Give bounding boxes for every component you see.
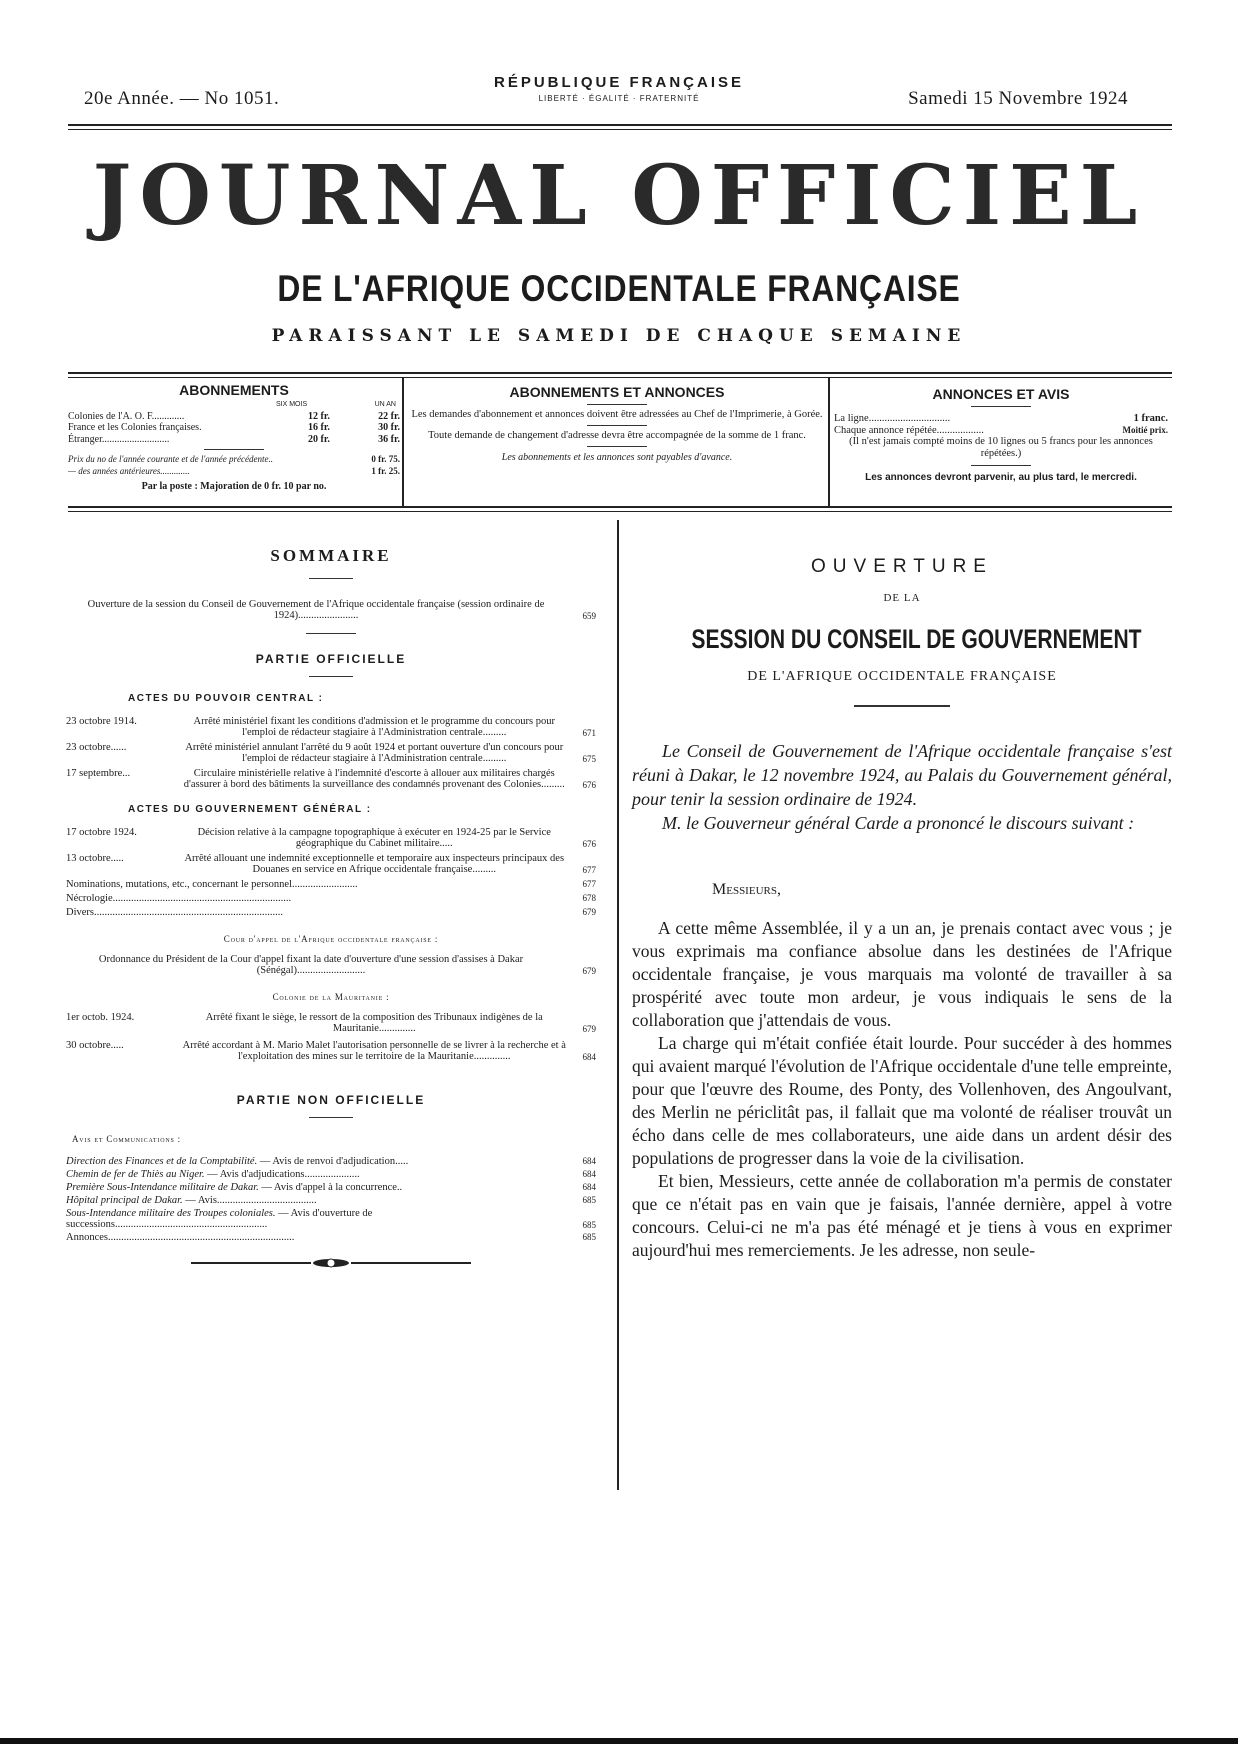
toc-page: 677 xyxy=(582,865,596,875)
header-rule xyxy=(68,124,1172,130)
toc-date: 13 octobre..... xyxy=(66,853,124,864)
rate-six: 12 fr. xyxy=(308,410,330,422)
toc-item[interactable] xyxy=(66,879,596,890)
price-current-label: Prix du no de l'année courante et de l'année précédente.. xyxy=(68,454,274,464)
toc-date: 1er octob. 1924. xyxy=(66,1012,135,1023)
rate-label: Étranger........................... xyxy=(68,433,170,445)
subs-ads-divider xyxy=(587,446,647,447)
toc-divider xyxy=(309,676,353,677)
toc-text: Arrêté ministériel fixant les conditions d'admission et le programme du concours pour l'emploi de rédacteur stagiaire à l'Administration centrale......... xyxy=(193,716,555,738)
toc-text: Arrêté ministériel annulant l'arrêté du 9 août 1924 et portant ouverture d'un concours pour l'emploi de rédacteur stagiaire à l'Administration centrale......... xyxy=(185,742,564,764)
price-previous-label: — des années antérieures............. xyxy=(68,465,190,476)
ornament-divider xyxy=(66,1251,596,1275)
partie-officielle-heading: PARTIE OFFICIELLE xyxy=(255,652,407,666)
issue-prices xyxy=(68,454,400,477)
toc-italic: Direction des Finances et de la Comptabilité. xyxy=(66,1156,258,1167)
subs-ads-title: ABONNEMENTS ET ANNONCES xyxy=(509,384,725,400)
toc-page: 659 xyxy=(582,611,596,621)
toc-text: Arrêté accordant à M. Mario Malet l'autorisation personnelle de se livrer à la recherche et à l'exploitation des mines sur le territoire de la Mauritanie.............. xyxy=(182,1040,566,1062)
article-paragraph: Et bien, Messieurs, cette année de collaboration m'a permis de constater que ce n'était pas en vain que je faisais, l'année dernière, appel à votre concours. Celui-ci ne m'a pas été ménagé et je tiens à vous en exprimer aujourd'hui mes remerciements. Je les adresse, non seule- xyxy=(632,1171,1172,1260)
article-headline: SESSION DU CONSEIL DE GOUVERNEMENT xyxy=(691,624,1142,654)
toc-text: Arrêté fixant le siège, le ressort de la composition des Tribunaux indigènes de la Mauritanie.............. xyxy=(205,1012,543,1034)
toc-item[interactable] xyxy=(66,1208,596,1230)
toc-page: 684 xyxy=(582,1169,596,1179)
rate-year: 22 fr. xyxy=(378,410,400,422)
toc-date: 17 septembre... xyxy=(66,768,131,779)
ads-line-price: 1 franc. xyxy=(1133,413,1168,424)
box-divider xyxy=(828,378,830,506)
ads-rates xyxy=(834,413,1168,459)
edition-number: 20e Année. — No 1051. xyxy=(84,88,280,109)
rate-year: 30 fr. xyxy=(378,422,400,433)
subs-ads-divider xyxy=(587,425,647,426)
box-divider xyxy=(402,378,404,506)
toc-text: Annonces....................................................................... xyxy=(66,1232,295,1243)
ads-box xyxy=(834,386,1168,483)
toc-text: Ouverture de la session du Conseil de Gouvernement de l'Afrique occidentale française (session ordinaire de 1924)....................... xyxy=(87,599,545,621)
price-current: 0 fr. 75. xyxy=(371,454,400,464)
toc-item[interactable] xyxy=(66,1040,596,1062)
article-rule xyxy=(854,705,950,707)
toc-page: 684 xyxy=(582,1156,596,1166)
article-salutation: Messieurs, xyxy=(712,881,781,898)
toc-item[interactable] xyxy=(66,827,596,849)
toc-italic: Hôpital principal de Dakar. xyxy=(66,1195,183,1206)
toc-text: Nécrologie.................................................................... xyxy=(66,893,292,904)
ads-deadline: Les annonces devront parvenir, au plus tard, le mercredi. xyxy=(865,472,1137,483)
toc-page: 685 xyxy=(582,1220,596,1230)
toc-page: 675 xyxy=(582,754,596,764)
article-paragraph: A cette même Assemblée, il y a un an, je prenais contact avec vous ; je vous exprimais ma confiance absolue dans les destinées de l'Afrique occidentale française, je vous marquais ma volonté de travailler à sa prospérité avec toute mon ardeur, je vous indiquais le sens de la collaboration que j'attendais de vous. xyxy=(632,918,1172,1030)
toc-page: 679 xyxy=(582,966,596,976)
cour-appel-heading: Cour d'appel de l'Afrique occidentale française : xyxy=(223,934,439,944)
pouvoir-central-list xyxy=(66,716,596,790)
rate-row xyxy=(68,434,400,446)
article-de-la: DE LA xyxy=(883,592,921,604)
info-box-top-rule xyxy=(68,372,1172,378)
ads-repeat-price: Moitié prix. xyxy=(1122,424,1168,435)
ads-divider xyxy=(971,465,1031,466)
subs-ads-line2: Toute demande de changement d'adresse devra être accompagnée de la somme de 1 franc. xyxy=(428,429,806,441)
toc-item[interactable] xyxy=(66,1169,596,1180)
journal-title: JOURNAL OFFICIEL xyxy=(92,148,1146,244)
toc-date: 23 octobre...... xyxy=(66,742,127,753)
rate-row xyxy=(68,422,400,434)
article-intro2: M. le Gouverneur général Carde a prononcé le discours suivant : xyxy=(662,813,1135,833)
partie-non-officielle-heading: PARTIE NON OFFICIELLE xyxy=(236,1093,426,1107)
avis-heading: Avis et Communications : xyxy=(72,1134,181,1144)
sommaire-title: SOMMAIRE xyxy=(270,546,392,565)
republic-motto: LIBERTÉ · ÉGALITÉ · FRATERNITÉ xyxy=(538,94,700,103)
toc-page: 671 xyxy=(582,728,596,738)
toc-page: 676 xyxy=(582,839,596,849)
article-intro: Le Conseil de Gouvernement de l'Afrique occidentale française s'est réuni à Dakar, le 12 novembre 1924, au Palais du Gouvernement général, pour tenir la session ordinaire de 1924. xyxy=(632,741,1172,809)
toc-page: 678 xyxy=(582,893,596,903)
col-one-year: UN AN xyxy=(374,401,396,408)
toc-page: 685 xyxy=(582,1232,596,1242)
toc-item[interactable] xyxy=(66,1182,596,1193)
ads-line-label: La ligne............................... xyxy=(834,413,951,424)
toc-item[interactable] xyxy=(66,1232,596,1243)
pouvoir-central-heading: ACTES DU POUVOIR CENTRAL : xyxy=(128,693,324,704)
toc-page: 684 xyxy=(582,1052,596,1062)
toc-text: — Avis d'appel à la concurrence.. xyxy=(258,1182,403,1193)
mauritanie-heading: Colonie de la Mauritanie : xyxy=(272,992,390,1002)
toc-text: Circulaire ministérielle relative à l'indemnité d'escorte à allouer aux militaires chargés d'assurer à bord des bâtiments la surveillance des condamnés provenant des Colonies......... xyxy=(183,768,565,790)
subscription-rates xyxy=(68,411,400,446)
ads-repeat-label: Chaque annonce répétée.................. xyxy=(834,424,984,436)
rate-six: 20 fr. xyxy=(308,433,330,445)
toc-page: 679 xyxy=(582,1024,596,1034)
toc-item[interactable] xyxy=(66,893,596,904)
subscriptions-box xyxy=(68,382,400,493)
scan-edge xyxy=(0,1738,1238,1744)
col-six-months: SIX MOIS xyxy=(276,401,308,408)
toc-text: Arrêté allouant une indemnité exceptionnelle et temporaire aux inspecteurs principaux des Douanes en service en Afrique occidentale française......... xyxy=(184,853,565,875)
toc-divider xyxy=(309,1117,353,1118)
gouvernement-general-list xyxy=(66,827,596,918)
toc-page: 676 xyxy=(582,780,596,790)
toc-italic: Sous-Intendance militaire des Troupes coloniales. xyxy=(66,1208,276,1219)
subscriptions-divider xyxy=(204,449,264,450)
toc-divider xyxy=(306,633,356,634)
rate-label: France et les Colonies françaises. xyxy=(68,422,202,433)
toc-item[interactable] xyxy=(66,742,596,764)
price-previous: 1 fr. 25. xyxy=(371,465,400,476)
toc-text: — Avis d'ouverture de successions.......................................................... xyxy=(66,1208,373,1230)
toc-item[interactable] xyxy=(66,768,596,790)
toc-text: Nominations, mutations, etc., concernant le personnel......................... xyxy=(66,879,358,890)
article-subhead: DE L'AFRIQUE OCCIDENTALE FRANÇAISE xyxy=(747,669,1057,684)
toc-italic: Première Sous-Intendance militaire de Dakar. xyxy=(66,1182,259,1193)
mauritanie-list xyxy=(66,1012,596,1062)
toc-item[interactable] xyxy=(66,954,596,976)
ads-title-rule xyxy=(971,406,1031,407)
rate-label: Colonies de l'A. O. F............. xyxy=(68,410,185,422)
toc-text: — Avis...................................... xyxy=(182,1195,317,1206)
column-divider xyxy=(617,520,619,1490)
toc-item[interactable] xyxy=(66,853,596,875)
avis-list xyxy=(66,1156,596,1243)
subs-ads-line1: Les demandes d'abonnement et annonces doivent être adressées au Chef de l'Imprimerie, à Gorée. xyxy=(411,409,823,420)
rate-year: 36 fr. xyxy=(378,433,400,445)
subs-ads-title-rule xyxy=(587,404,647,405)
rate-six: 16 fr. xyxy=(308,422,330,433)
toc-item[interactable] xyxy=(66,1012,596,1034)
toc-page: 684 xyxy=(582,1182,596,1192)
info-box-bottom-rule xyxy=(68,506,1172,512)
toc-date: 30 octobre..... xyxy=(66,1040,124,1051)
issue-date: Samedi 15 Novembre 1924 xyxy=(908,88,1128,109)
article-kicker: OUVERTURE xyxy=(811,556,993,577)
toc-text: — Avis de renvoi d'adjudication..... xyxy=(257,1156,409,1167)
postal-surcharge: Par la poste : Majoration de 0 fr. 10 par no. xyxy=(141,481,327,492)
toc-text: Décision relative à la campagne topographique à exécuter en 1924-25 par le Service géographique du Cabinet militaire..... xyxy=(197,827,551,849)
toc-opening[interactable] xyxy=(66,599,596,621)
toc-italic: Chemin de fer de Thiès au Niger. xyxy=(66,1169,205,1180)
subscriptions-title: ABONNEMENTS xyxy=(179,382,289,398)
journal-subtitle: DE L'AFRIQUE OCCIDENTALE FRANÇAISE xyxy=(277,268,961,309)
toc-text: — Avis d'adjudications..................... xyxy=(204,1169,360,1180)
toc-page: 679 xyxy=(582,907,596,917)
article-paragraph: La charge qui m'était confiée était lourde. Pour succéder à des hommes qui avaient marqué l'évolution de l'Afrique occidentale d'une telle empreinte, pour que l'œuvre des Roume, des Ponty, des Vollenhoven, des Angoulvant, des Merlin ne périclitât pas, il fallait que ma volonté de réaliser trouvât un écho dans celle de mes collaborateurs, une aide dans un ardent désir des populations de progresser dans la voie de la civilisation. xyxy=(632,1033,1172,1168)
toc-text: Divers........................................................................ xyxy=(66,907,283,918)
toc-text: Ordonnance du Président de la Cour d'appel fixant la date d'ouverture d'une session d'assises à Dakar (Sénégal).......................... xyxy=(98,954,524,976)
gouvernement-general-heading: ACTES DU GOUVERNEMENT GÉNÉRAL : xyxy=(128,804,372,815)
toc-item[interactable] xyxy=(66,1156,596,1167)
toc-date: 23 octobre 1914. xyxy=(66,716,137,727)
subscriptions-col-headers xyxy=(68,399,396,411)
toc-item[interactable] xyxy=(66,1195,596,1206)
toc-page: 685 xyxy=(582,1195,596,1205)
rate-row xyxy=(68,411,400,423)
sommaire-title-rule xyxy=(309,578,353,579)
sommaire xyxy=(66,546,596,1275)
ads-title: ANNONCES ET AVIS xyxy=(932,386,1070,402)
toc-item[interactable] xyxy=(66,907,596,918)
toc-date: 17 octobre 1924. xyxy=(66,827,137,838)
ads-minimum-note: (Il n'est jamais compté moins de 10 lignes ou 5 francs pour les annonces répétées.) xyxy=(849,436,1153,459)
toc-item[interactable] xyxy=(66,716,596,738)
subs-ads-box xyxy=(408,384,826,464)
toc-page: 677 xyxy=(582,879,596,889)
subs-ads-note: Les abonnements et les annonces sont payables d'avance. xyxy=(501,452,733,463)
publication-frequency: PARAISSANT LE SAMEDI DE CHAQUE SEMAINE xyxy=(271,326,967,346)
republic-label: RÉPUBLIQUE FRANÇAISE xyxy=(493,74,744,91)
article xyxy=(632,556,1172,1262)
